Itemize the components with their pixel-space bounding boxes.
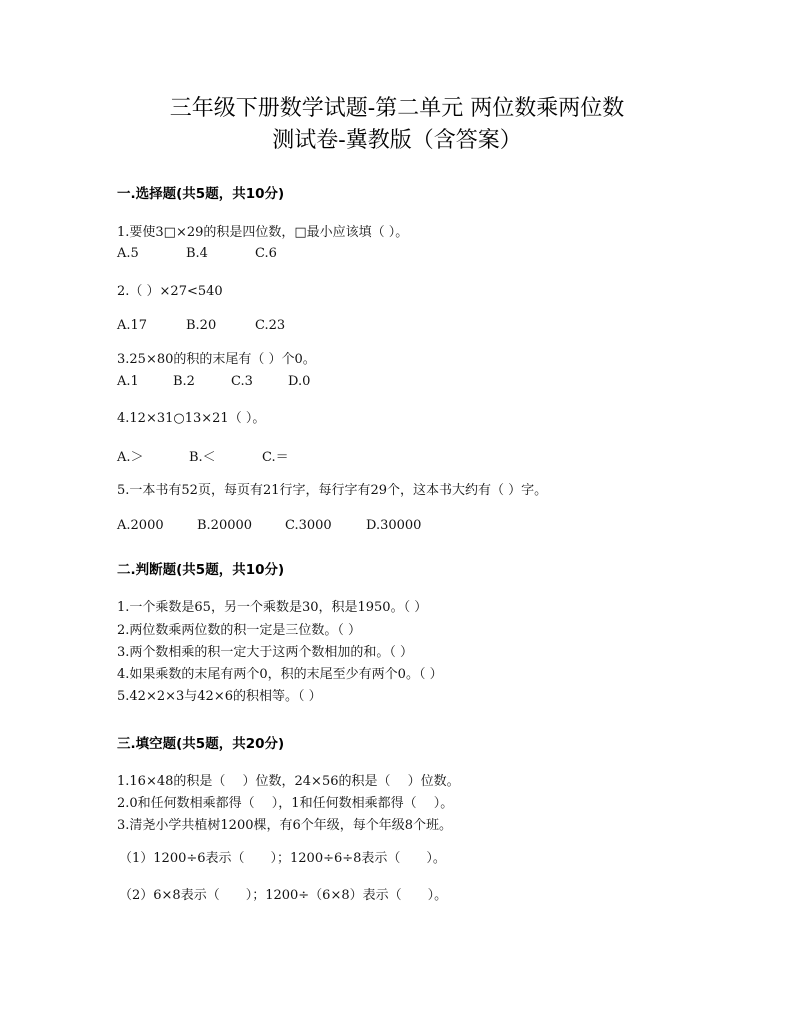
question-2-option-a: A.17 [117,318,148,333]
question-5-option-b: B.20000 [197,518,253,533]
question-1-option-a: A.5 [117,246,139,261]
question-1-option-c: C.6 [255,246,277,261]
fill-blank-subitem-2: （2）6×8表示（ ）；1200÷（6×8）表示（ ）。 [119,888,448,903]
question-2-option-b: B.20 [186,318,217,333]
question-3-stem: 3.25×80的积的末尾有（ ）个0。 [117,352,316,367]
question-5-stem: 5.一本书有52页，每页有21行字，每行字有29个，这本书大约有（ ）字。 [117,483,548,498]
section-heading-fill-blank: 三.填空题(共5题，共20分) [117,736,285,752]
question-1-option-b: B.4 [186,246,208,261]
question-3-option-c: C.3 [231,374,253,389]
question-4-option-c: C.＝ [262,450,289,465]
judgement-item-2: 2.两位数乘两位数的积一定是三位数。（ ） [117,623,362,638]
question-4-stem: 4.12×31○13×21（ ）。 [117,411,266,426]
section-heading-choice: 一.选择题(共5题，共10分) [117,186,285,202]
question-5-option-c: C.3000 [285,518,332,533]
section-heading-judgement: 二.判断题(共5题，共10分) [117,562,285,578]
question-3-option-b: B.2 [173,374,195,389]
question-5-option-d: D.30000 [366,518,422,533]
question-5-option-a: A.2000 [117,518,164,533]
fill-blank-item-3: 3.清尧小学共植树1200棵，有6个年级，每个年级8个班。 [117,818,453,833]
document-title-line1: 三年级下册数学试题-第二单元 两位数乘两位数 [169,96,625,121]
fill-blank-subitem-1: （1）1200÷6表示（ ）；1200÷6÷8表示（ ）。 [119,851,446,866]
document-title-line2: 测试卷-冀教版（含答案） [272,128,522,153]
judgement-item-4: 4.如果乘数的末尾有两个0，积的末尾至少有两个0。（ ） [117,667,443,682]
question-1-stem: 1.要使3□×29的积是四位数，□最小应该填（ ）。 [117,225,409,240]
fill-blank-item-2: 2.0和任何数相乘都得（ ），1和任何数相乘都得（ ）。 [117,796,454,811]
question-4-option-a: A.＞ [117,450,144,465]
question-2-option-c: C.23 [255,318,286,333]
question-3-option-a: A.1 [117,374,139,389]
question-3-option-d: D.0 [288,374,311,389]
question-2-stem: 2.（ ）×27<540 [117,284,223,299]
question-4-option-b: B.＜ [189,450,216,465]
judgement-item-5: 5.42×2×3与42×6的积相等。（ ） [117,689,322,704]
judgement-item-1: 1.一个乘数是65，另一个乘数是30，积是1950。（ ） [117,600,428,615]
judgement-item-3: 3.两个数相乘的积一定大于这两个数相加的和。（ ） [117,645,414,660]
fill-blank-item-1: 1.16×48的积是（ ）位数，24×56的积是（ ）位数。 [117,774,460,789]
